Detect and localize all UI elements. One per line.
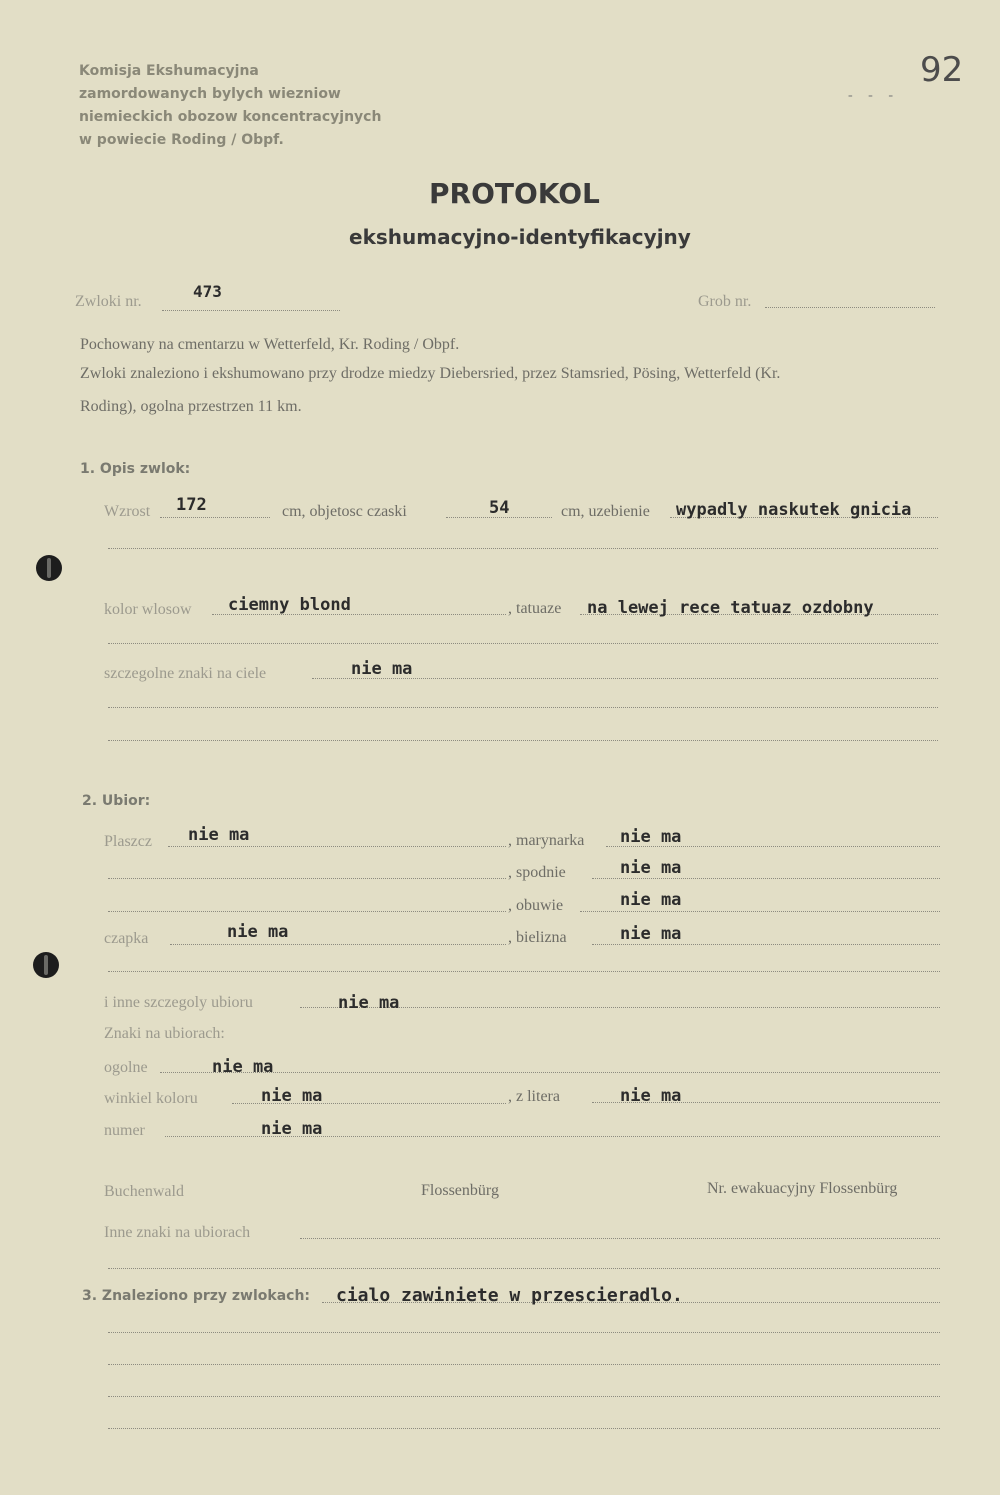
numer-label: numer: [104, 1122, 145, 1139]
spodnie-left-line: [108, 878, 506, 879]
kolor-label: kolor wlosow: [104, 601, 192, 618]
kolor-value: ciemny blond: [228, 595, 351, 615]
znaki-ubiorach-label: Znaki na ubiorach:: [104, 1025, 225, 1042]
spodnie-line: [592, 878, 940, 879]
section-1-heading: 1. Opis zwlok:: [80, 461, 191, 477]
zwloki-line: [162, 310, 340, 311]
intro-line-3: Roding), ogolna przestrzen 11 km.: [80, 398, 302, 415]
inne-znaki-line-2: [108, 1268, 940, 1269]
ogolne-line: [160, 1072, 940, 1073]
plaszcz-line: [168, 846, 506, 847]
wzrost-line: [160, 517, 270, 518]
org-line-4: w powiecie Roding / Obpf.: [79, 132, 284, 148]
numer-value: nie ma: [261, 1119, 323, 1139]
flossenburg-label: Flossenbürg: [421, 1182, 499, 1199]
znaki-line-2: [108, 707, 938, 708]
zwloki-label: Zwloki nr.: [75, 293, 142, 310]
czapka-line: [170, 944, 506, 945]
section-3-value: cialo zawiniete w przescieradlo.: [336, 1285, 683, 1306]
znaki-value: nie ma: [351, 659, 413, 679]
org-line-1: Komisja Ekshumacyjna: [79, 63, 259, 79]
winkiel-value: nie ma: [261, 1086, 323, 1106]
org-line-2: zamordowanych bylych wiezniow: [79, 86, 341, 102]
marynarka-label: , marynarka: [508, 832, 585, 849]
bielizna-label: , bielizna: [508, 929, 567, 946]
czaszka-unit: cm, uzebienie: [561, 503, 650, 520]
bielizna-line: [592, 944, 940, 945]
spodnie-value: nie ma: [620, 858, 682, 878]
corner-marks: - - -: [848, 88, 899, 103]
tatuaze-label: , tatuaze: [508, 600, 562, 617]
section-3-line-5: [108, 1428, 940, 1429]
ubior-blank-line: [108, 971, 940, 972]
section-3-heading: 3. Znaleziono przy zwlokach:: [82, 1288, 311, 1304]
litera-value: nie ma: [620, 1086, 682, 1106]
wzrost-unit: cm, objetosc czaski: [282, 503, 407, 520]
punch-hole-bottom: [33, 952, 59, 978]
marynarka-value: nie ma: [620, 827, 682, 847]
org-line-3: niemieckich obozow koncentracyjnych: [79, 109, 382, 125]
plaszcz-label: Plaszcz: [104, 833, 152, 850]
inne-szczegoly-value: nie ma: [338, 993, 400, 1013]
wzrost-value: 172: [176, 495, 207, 515]
ewakuacyjny-label: Nr. ewakuacyjny Flossenbürg: [707, 1180, 898, 1197]
obuwie-line: [580, 911, 940, 912]
winkiel-label: winkiel koloru: [104, 1090, 198, 1107]
plaszcz-value: nie ma: [188, 825, 250, 845]
ogolne-label: ogolne: [104, 1059, 148, 1076]
page-subtitle: ekshumacyjno-identyfikacyjny: [349, 225, 691, 249]
page-title: PROTOKOL: [429, 177, 600, 210]
obuwie-left-line: [108, 911, 506, 912]
section-3-line-2: [108, 1332, 940, 1333]
znaki-line-3: [108, 740, 938, 741]
tatuaze-value: na lewej rece tatuaz ozdobny: [587, 598, 874, 618]
znaki-label: szczegolne znaki na ciele: [104, 665, 267, 682]
uzebienie-value: wypadly naskutek gnicia: [676, 500, 912, 520]
obuwie-value: nie ma: [620, 890, 682, 910]
punch-hole-top: [36, 555, 62, 581]
ogolne-value: nie ma: [212, 1057, 274, 1077]
inne-szczegoly-label: i inne szczegoly ubioru: [104, 994, 253, 1011]
spodnie-label: , spodnie: [508, 864, 566, 881]
intro-line-1: Pochowany na cmentarzu w Wetterfeld, Kr. Roding / Obpf.: [80, 336, 460, 353]
intro-line-2: Zwloki znaleziono i ekshumowano przy drodze miedzy Diebersried, przez Stamsried, Pösing, Wetterfeld (Kr.: [80, 365, 781, 382]
litera-label: , z litera: [508, 1088, 560, 1105]
czapka-value: nie ma: [227, 922, 289, 942]
bielizna-value: nie ma: [620, 924, 682, 944]
section-3-line-3: [108, 1364, 940, 1365]
uzebienie-line-2: [108, 548, 938, 549]
czaszka-value: 54: [489, 498, 510, 518]
obuwie-label: , obuwie: [508, 897, 564, 914]
inne-znaki-label: Inne znaki na ubiorach: [104, 1224, 251, 1241]
tatuaze-line-2: [108, 643, 938, 644]
zwloki-value: 473: [193, 282, 222, 301]
czapka-label: czapka: [104, 930, 149, 947]
section-2-heading: 2. Ubior:: [82, 793, 151, 809]
wzrost-label: Wzrost: [104, 503, 151, 520]
section-3-line-4: [108, 1396, 940, 1397]
grob-line: [765, 307, 935, 308]
page-number: 92: [920, 50, 964, 90]
buchenwald-label: Buchenwald: [104, 1183, 184, 1200]
grob-label: Grob nr.: [698, 293, 752, 310]
inne-znaki-line: [300, 1238, 940, 1239]
